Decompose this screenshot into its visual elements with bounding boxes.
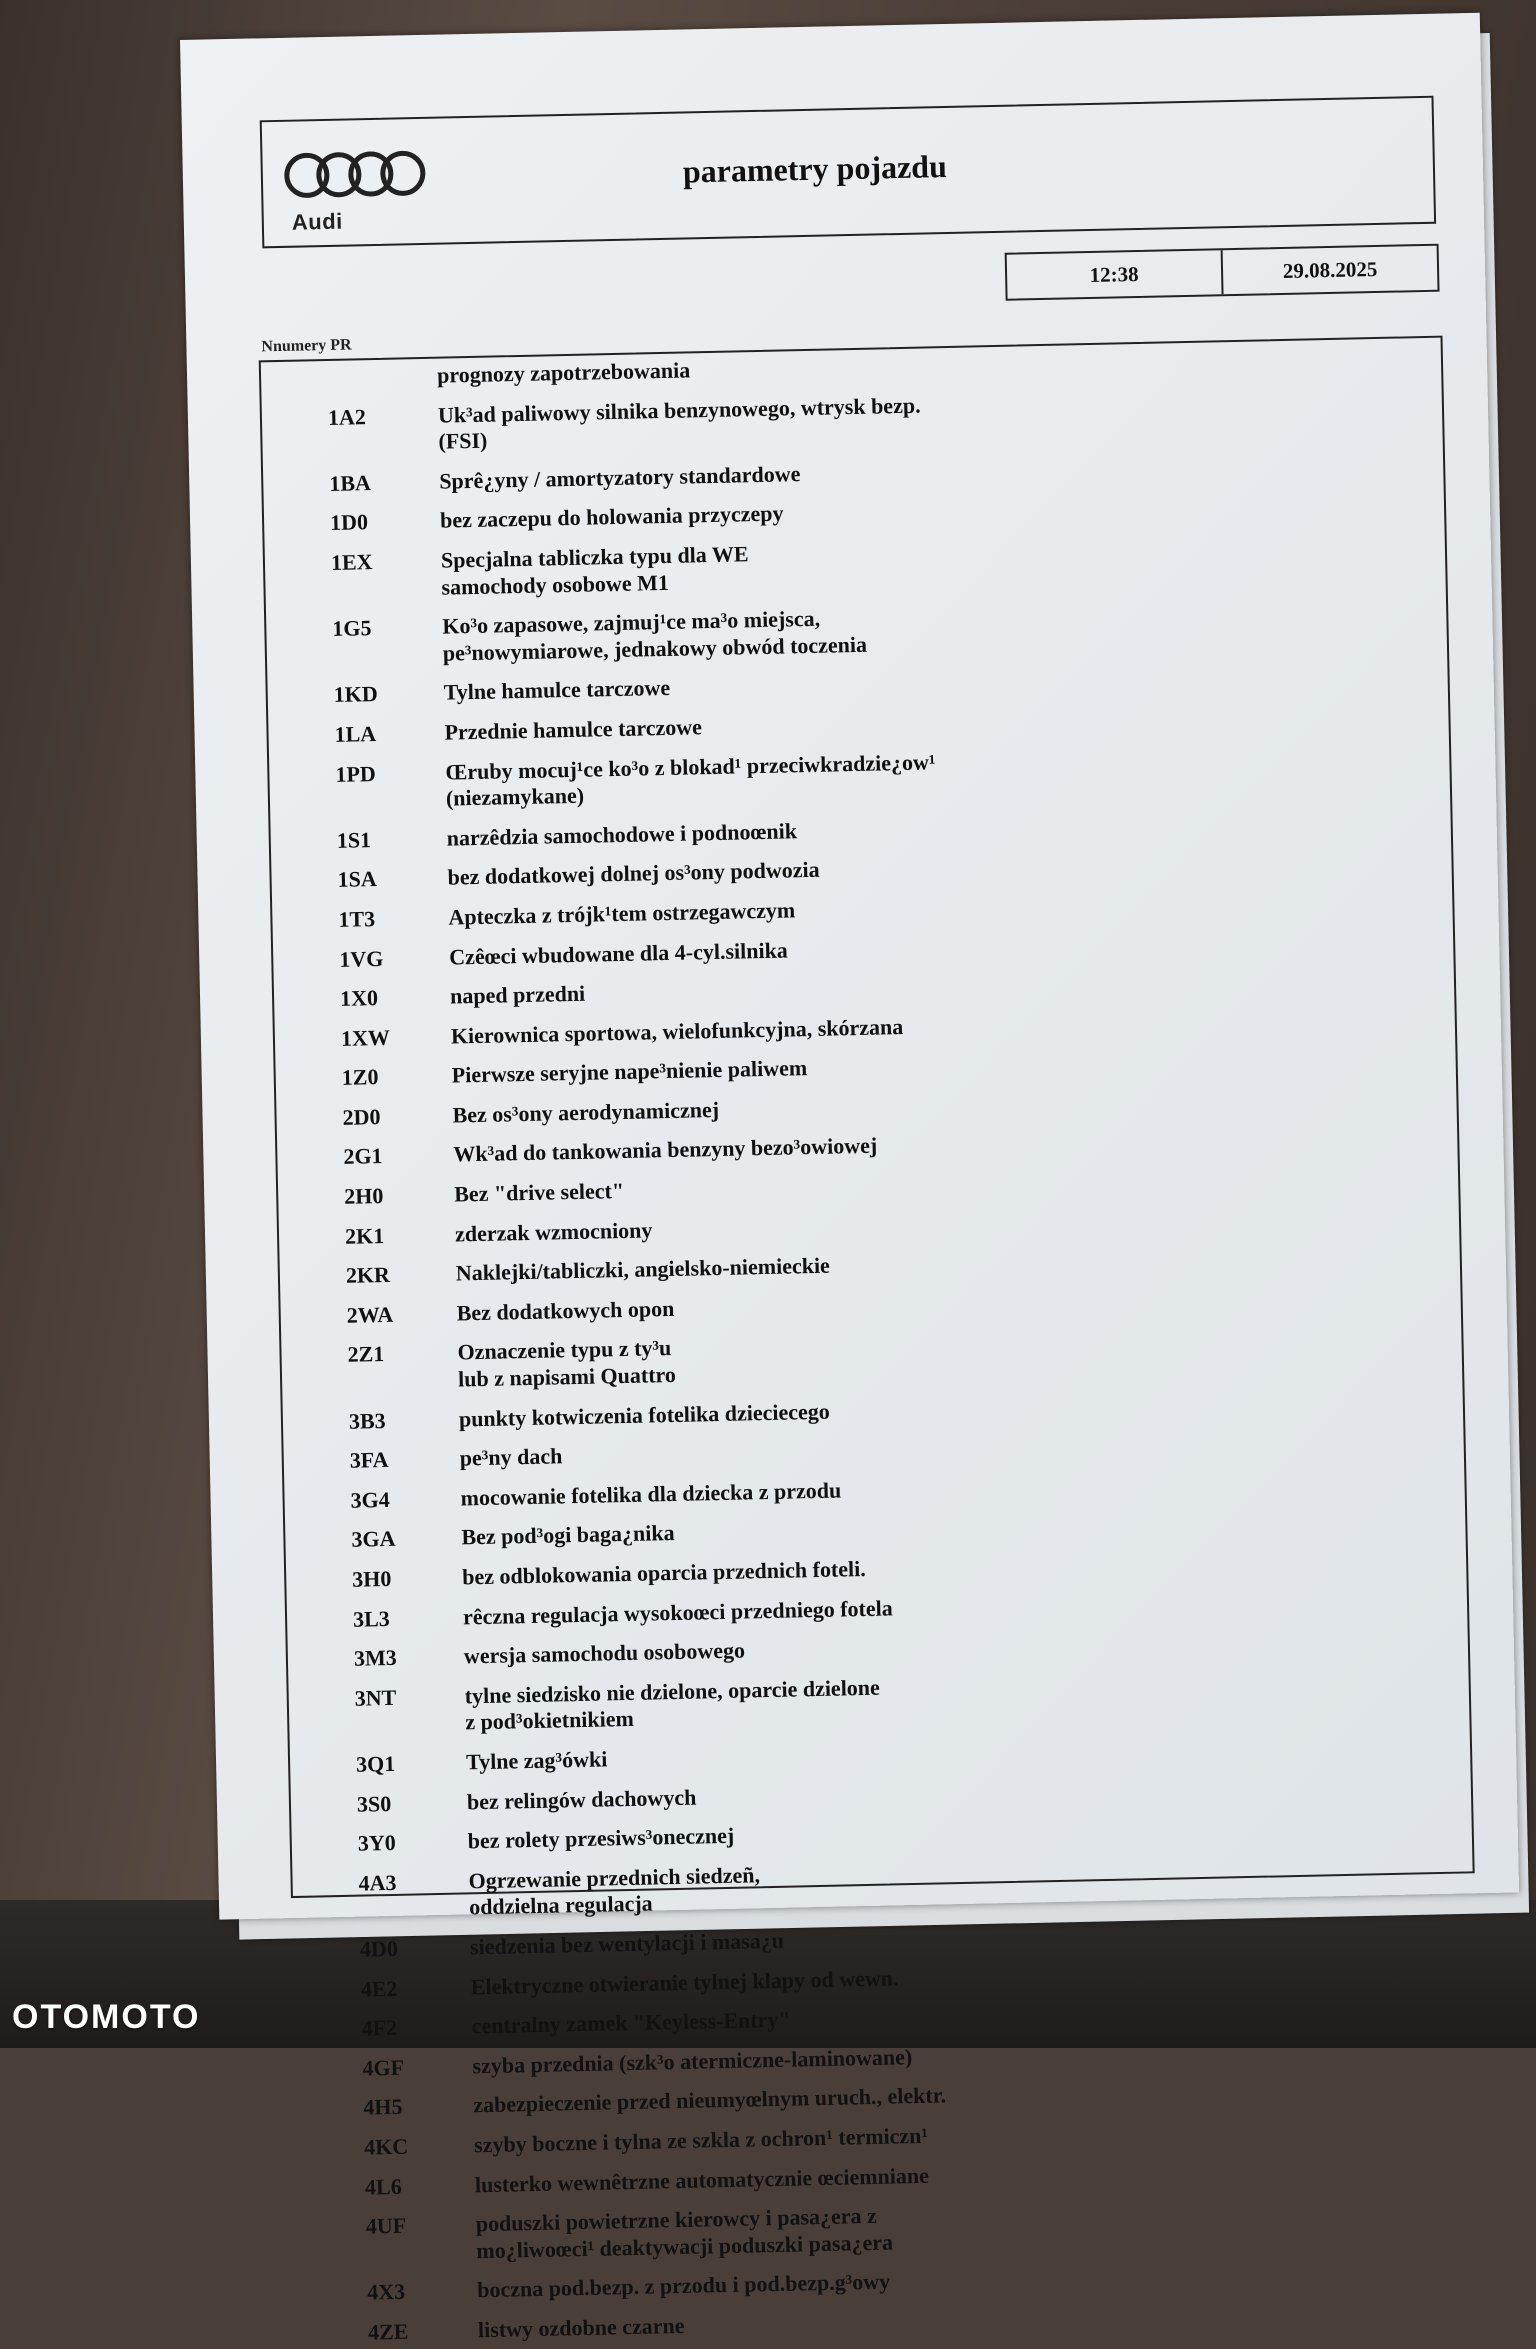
pr-description-line: Bez dodatkowych opon (456, 1295, 675, 1326)
pr-code: 4KC (363, 2133, 409, 2160)
pr-description-line: siedzenia bez wentylacji i masa¿u (469, 1927, 785, 1960)
pr-description-line: Tylne zag³ówki (465, 1746, 608, 1775)
brand-name: Audi (291, 208, 343, 235)
pr-description-line: bez rolety przesiws³onecznej (467, 1822, 735, 1854)
pr-description-line: bez relingów dachowych (466, 1784, 697, 1814)
pr-description-line: naped przedni (449, 980, 586, 1009)
pr-description-line: punkty kotwiczenia fotelika dzieciecego (458, 1398, 831, 1432)
pr-description-line: pe³nowymiarowe, jednakowy obwód toczenia (442, 631, 868, 666)
pr-description-line: Apteczka z trójk¹tem ostrzegawczym (448, 897, 796, 930)
pr-description-line: prognozy zapotrzebowania (436, 357, 691, 388)
pr-code: 4A3 (358, 1869, 397, 1896)
pr-description-line: Ogrzewanie przednich siedzeñ, (468, 1862, 761, 1894)
pr-description-line: (niezamykane) (445, 782, 585, 811)
pr-code: 3H0 (352, 1565, 392, 1592)
pr-code: 2D0 (342, 1103, 381, 1130)
pr-description-line: mocowanie fotelika dla dziecka z przodu (460, 1477, 842, 1511)
pr-description-line: bez zaczepu do holowania przyczepy (439, 500, 784, 534)
pr-description-line: Bez pod³ogi baga¿nika (461, 1520, 675, 1550)
pr-description-line: Naklejki/tabliczki, angielsko-niemieckie (455, 1252, 831, 1286)
pr-description-line: Uk³ad paliwowy silnika benzynowego, wtrysk bezp. (437, 392, 921, 428)
pr-code: 4H5 (363, 2094, 403, 2120)
pr-description-line: Wk³ad do tankowania benzyny bezo³owiowej (453, 1133, 878, 1167)
time-value: 12:38 (1089, 261, 1139, 287)
pr-code: 2Z1 (347, 1341, 385, 1368)
pr-description-line: boczna pod.bezp. z przodu i pod.bezp.g³owy (476, 2268, 891, 2303)
pr-code: 3Y0 (357, 1830, 396, 1856)
document-header (260, 96, 1436, 249)
pr-code: 1XW (340, 1024, 391, 1051)
pr-code: 3S0 (356, 1790, 392, 1817)
otomoto-watermark: OTOMOTO (12, 1998, 201, 2036)
pr-code: 4F2 (361, 2015, 398, 2041)
timestamp-box (1005, 244, 1440, 301)
pr-code (261, 363, 437, 367)
pr-description-line: Œruby mocuj¹ce ko³o z blokad¹ przeciwkradzie¿ow¹ (445, 748, 936, 785)
pr-description-line: narzêdzia samochodowe i podnoœnik (446, 817, 798, 851)
pr-description-line: lusterko wewnêtrzne automatycznie œciemniane (474, 2162, 930, 2197)
pr-description-line: Pierwsze seryjne nape³nienie paliwem (451, 1055, 808, 1088)
pr-description-line: Sprê¿yny / amortyzatory standardowe (439, 460, 801, 494)
pr-description-line: centralny zamek "Keyless-Entry" (471, 2006, 791, 2039)
audi-logo (280, 149, 432, 237)
pr-description-line: szyba przednia (szk³o atermiczne-laminowane) (472, 2043, 913, 2079)
pr-code: 2K1 (344, 1222, 385, 1249)
pr-description-line: pe³ny dach (459, 1443, 563, 1471)
pr-description-line: Kierownica sportowa, wielofunkcyjna, skórzana (450, 1013, 904, 1049)
document-sheet (180, 13, 1519, 2345)
page-title: parametry pojazdu (682, 147, 948, 190)
pr-code: 1EX (330, 549, 373, 575)
pr-description-line: Oznaczenie typu z ty³u (457, 1335, 672, 1365)
pr-code: 1PD (335, 760, 376, 787)
pr-description-line: szyby boczne i tylna ze szkla z ochron¹ termiczn¹ (473, 2122, 929, 2158)
pr-code: 1BA (329, 469, 372, 496)
pr-code: 3FA (349, 1447, 389, 1473)
pr-code: 3B3 (348, 1407, 386, 1434)
pr-code: 2KR (345, 1262, 391, 1289)
pr-code: 1VG (339, 945, 384, 972)
pr-description-line: Czêœci wbudowane dla 4-cyl.silnika (448, 936, 789, 970)
pr-description-line: zderzak wzmocniony (454, 1217, 653, 1247)
pr-description-line: Specjalna tabliczka typu dla WE (440, 541, 749, 573)
pr-code: 2WA (346, 1301, 394, 1328)
pr-code: 4E2 (360, 1975, 398, 2002)
pr-code: 1G5 (332, 615, 372, 642)
pr-numbers-list (259, 336, 1475, 2345)
pr-code: 1A2 (327, 403, 367, 430)
pr-code: 4X3 (366, 2279, 406, 2305)
pr-code: 1SA (337, 866, 377, 893)
pr-code: 2G1 (343, 1143, 383, 1170)
pr-description-line: wersja samochodu osobowego (463, 1637, 746, 1669)
pr-code: 4GF (362, 2054, 405, 2081)
pr-code: 4ZE (367, 2318, 409, 2345)
pr-description-line: listwy ozdobne czarne (477, 2312, 685, 2343)
pr-code: 1S1 (336, 826, 372, 853)
pr-code: 3M3 (353, 1645, 397, 1671)
pr-description-line: Bez "drive select" (453, 1178, 625, 1207)
pr-numbers-rows (261, 342, 1482, 2348)
audi-rings-icon (280, 149, 431, 202)
pr-description-line: Ko³o zapasowe, zajmuj¹ce ma³o miejsca, (442, 605, 821, 639)
pr-code: 3Q1 (355, 1750, 396, 1777)
pr-description-line: poduszki powietrzne kierowcy i pasa¿era z (475, 2202, 878, 2237)
pr-code: 3G4 (350, 1486, 390, 1513)
pr-description-line: (FSI) (438, 427, 488, 454)
pr-code: 2H0 (343, 1183, 384, 1209)
pr-description-line: rêczna regulacja wysokoœci przedniego fotela (462, 1595, 893, 1630)
date-value: 29.08.2025 (1221, 246, 1438, 295)
pr-code: 1D0 (329, 509, 369, 536)
pr-code: 1Z0 (341, 1064, 379, 1091)
pr-code: 4L6 (364, 2173, 402, 2200)
pr-description-line: Przednie hamulce tarczowe (444, 714, 703, 745)
pr-code: 4UF (365, 2212, 407, 2239)
pr-description-line: lub z napisami Quattro (457, 1361, 677, 1392)
pr-description-line: mo¿liwoœci¹ deaktywacji poduszki pasa¿era (476, 2229, 894, 2263)
pr-description-line: bez dodatkowej dolnej os³ony podwozia (447, 857, 820, 890)
pr-description-line: bez odblokowania oparcia przednich foteli. (461, 1555, 866, 1590)
pr-description-line: samochody osobowe M1 (441, 569, 670, 600)
pr-code: 3NT (354, 1684, 397, 1711)
pr-code: 3L3 (352, 1605, 391, 1632)
pr-description-line: Tylne hamulce tarczowe (443, 675, 671, 705)
pr-description-line: z pod³okietnikiem (465, 1706, 635, 1735)
pr-description-line: zabezpieczenie przed nieumyœlnym uruch., elektr. (473, 2082, 947, 2118)
pr-code: 4D0 (359, 1935, 399, 1962)
pr-description-line: Elektryczne otwieranie tylnej klapy od wewn. (470, 1964, 899, 1999)
pr-description-line: oddzielna regulacja (468, 1890, 653, 1920)
pr-code: 1KD (333, 681, 378, 708)
pr-description-line: tylne siedzisko nie dzielone, oparcie dzielone (464, 1674, 881, 1709)
pr-code: 1T3 (338, 906, 376, 932)
section-label: Nnumery PR (261, 336, 352, 356)
pr-code: 1LA (334, 720, 377, 747)
pr-description-line: Bez os³ony aerodynamicznej (452, 1096, 720, 1128)
pr-code: 3GA (351, 1526, 396, 1553)
pr-code: 1X0 (339, 985, 379, 1011)
